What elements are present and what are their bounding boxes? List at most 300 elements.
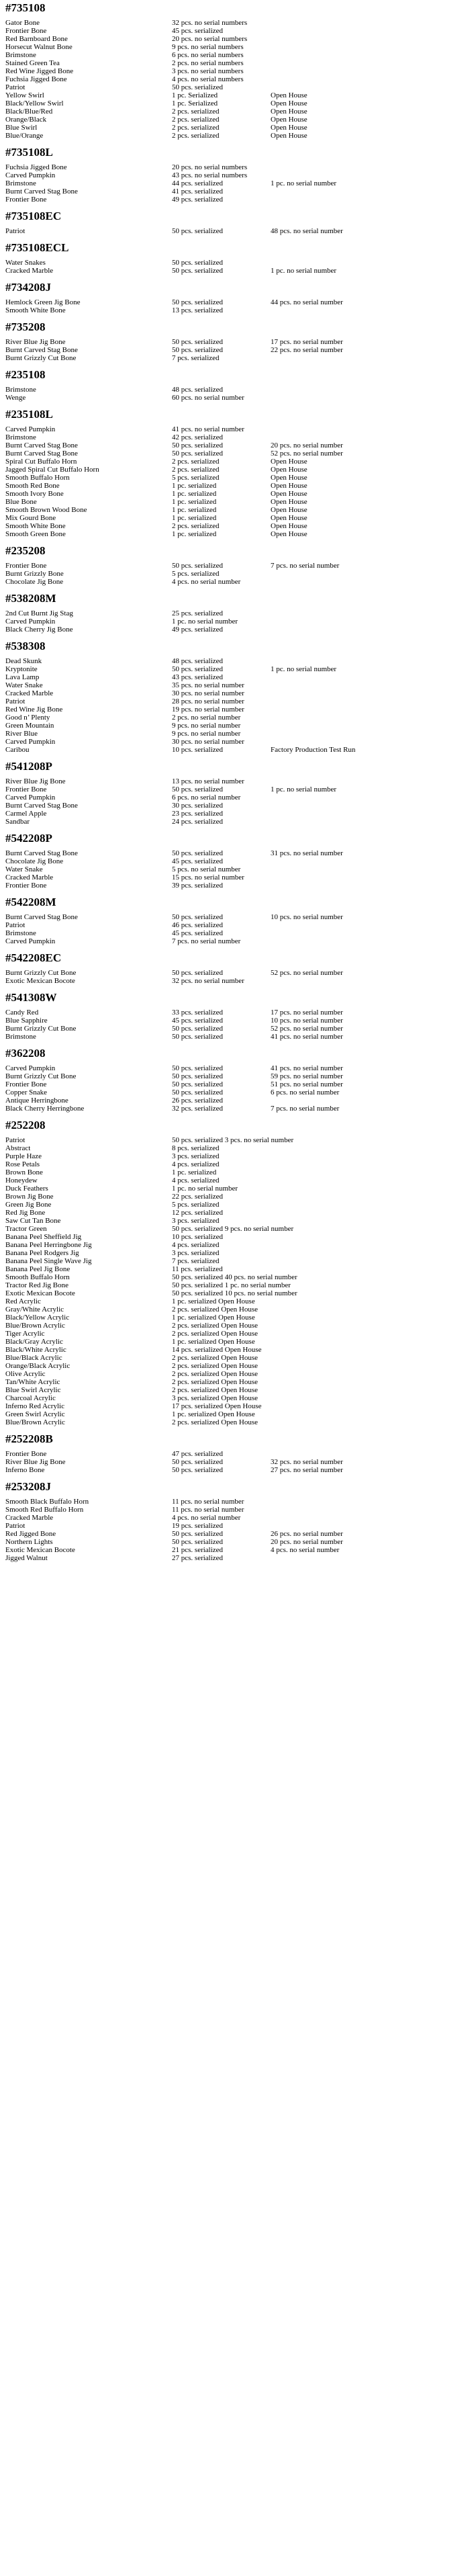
handle-material: Red Jigged Bone xyxy=(5,1530,56,1538)
extra-note: Open House xyxy=(271,490,308,498)
handle-material: Burnt Grizzly Bone xyxy=(5,570,64,578)
inventory-row xyxy=(5,449,466,458)
inventory-row xyxy=(5,441,466,449)
inventory-row xyxy=(5,722,466,730)
quantity-status: 50 pcs. serialized xyxy=(172,969,224,977)
inventory-row xyxy=(5,196,466,204)
handle-material: Mix Gourd Bone xyxy=(5,514,56,522)
quantity-status: 9 pcs. no serial numbers xyxy=(172,43,244,51)
extra-note: 17 pcs. no serial number xyxy=(271,1008,343,1017)
handle-material: Patriot xyxy=(5,1522,26,1530)
inventory-row xyxy=(5,697,466,705)
handle-material: Northern Lights xyxy=(5,1538,53,1546)
quantity-status: 35 pcs. no serial number xyxy=(172,681,244,689)
quantity-status: 42 pcs. serialized xyxy=(172,433,224,441)
handle-material: Chocolate Jig Bone xyxy=(5,857,64,865)
model-section xyxy=(5,639,466,754)
handle-material: Black Cherry Jig Bone xyxy=(5,626,73,634)
handle-material: Patriot xyxy=(5,921,26,929)
extra-note: 1 pc. no serial number xyxy=(271,267,337,275)
extra-note: Open House xyxy=(271,458,308,466)
inventory-row xyxy=(5,873,466,882)
extra-note: 52 pcs. no serial number xyxy=(271,449,343,458)
handle-material: Banana Peel Herringbone Jig xyxy=(5,1241,92,1249)
inventory-row xyxy=(5,665,466,673)
model-section xyxy=(5,544,466,586)
inventory-row xyxy=(5,818,466,826)
quantity-status: 2 pcs. no serial number xyxy=(172,714,241,722)
inventory-row xyxy=(5,977,466,985)
handle-material: Burnt Carved Stag Bone xyxy=(5,441,78,449)
inventory-row xyxy=(5,466,466,474)
quantity-status: 5 pcs. serialized xyxy=(172,474,220,482)
handle-material: Jagged Spiral Cut Buffalo Horn xyxy=(5,466,99,474)
quantity-status: 3 pcs. serialized xyxy=(172,1249,220,1257)
model-section xyxy=(5,1432,466,1474)
handle-material: Brimstone xyxy=(5,433,36,441)
quantity-status: 3 pcs. serialized xyxy=(172,1152,220,1160)
handle-material: Banana Peel Rodgers Jig xyxy=(5,1249,79,1257)
inventory-row xyxy=(5,187,466,196)
inventory-row xyxy=(5,132,466,140)
quantity-status: 4 pcs. serialized xyxy=(172,1241,220,1249)
extra-note: 31 pcs. no serial number xyxy=(271,849,343,857)
inventory-row xyxy=(5,458,466,466)
quantity-status: 1 pc. serialized Open House xyxy=(172,1410,255,1418)
inventory-row xyxy=(5,1394,466,1402)
inventory-row xyxy=(5,482,466,490)
handle-material: Blue/Brown Acrylic xyxy=(5,1322,65,1330)
quantity-status: 4 pcs. serialized xyxy=(172,1160,220,1168)
quantity-status: 4 pcs. no serial numbers xyxy=(172,75,244,83)
quantity-status: 1 pc. serialized Open House xyxy=(172,1338,255,1346)
quantity-status: 4 pcs. serialized xyxy=(172,1176,220,1185)
handle-material: Duck Feathers xyxy=(5,1185,48,1193)
handle-material: Inferno Red Acrylic xyxy=(5,1402,64,1410)
handle-material: Cracked Marble xyxy=(5,1514,54,1522)
quantity-status: 41 pcs. serialized xyxy=(172,187,224,196)
quantity-status: 23 pcs. serialized xyxy=(172,810,224,818)
inventory-row xyxy=(5,171,466,179)
quantity-status: 24 pcs. serialized xyxy=(172,818,224,826)
inventory-row xyxy=(5,1354,466,1362)
model-section xyxy=(5,990,466,1041)
inventory-row xyxy=(5,1201,466,1209)
handle-material: Gray/White Acrylic xyxy=(5,1305,64,1314)
handle-material: Stained Green Tea xyxy=(5,59,60,67)
inventory-row xyxy=(5,929,466,937)
quantity-status: 20 pcs. no serial numbers xyxy=(172,35,248,43)
quantity-status: 2 pcs. serialized Open House xyxy=(172,1386,258,1394)
quantity-status: 1 pc. serialized xyxy=(172,506,217,514)
handle-material: Burnt Carved Stag Bone xyxy=(5,849,78,857)
quantity-status: 50 pcs. serialized xyxy=(172,227,224,235)
quantity-status: 1 pc. serialized xyxy=(172,1168,217,1176)
quantity-status: 2 pcs. serialized Open House xyxy=(172,1370,258,1378)
inventory-row xyxy=(5,1193,466,1201)
quantity-status: 2 pcs. serialized xyxy=(172,132,220,140)
quantity-status: 43 pcs. no serial numbers xyxy=(172,171,248,179)
extra-note: 59 pcs. no serial number xyxy=(271,1072,343,1080)
inventory-row xyxy=(5,1273,466,1281)
quantity-status: 5 pcs. serialized xyxy=(172,1201,220,1209)
handle-material: Carved Pumpkin xyxy=(5,738,56,746)
handle-material: Fuchsia Jigged Bone xyxy=(5,75,67,83)
inventory-row xyxy=(5,99,466,108)
extra-note: 41 pcs. no serial number xyxy=(271,1033,343,1041)
model-section xyxy=(5,407,466,538)
handle-material: Smooth Green Bone xyxy=(5,530,66,538)
handle-material: Saw Cut Tan Bone xyxy=(5,1217,61,1225)
handle-material: Smooth White Bone xyxy=(5,306,66,314)
extra-note: 6 pcs. no serial number xyxy=(271,1088,340,1097)
extra-note: 7 pcs. no serial number xyxy=(271,562,340,570)
handle-material: Burnt Grizzly Cut Bone xyxy=(5,969,77,977)
handle-material: Burnt Grizzly Cut Bone xyxy=(5,1025,77,1033)
quantity-status: 2 pcs. serialized Open House xyxy=(172,1354,258,1362)
handle-material: Rose Petals xyxy=(5,1160,40,1168)
quantity-status: 3 pcs. serialized xyxy=(172,1217,220,1225)
quantity-status: 6 pcs. no serial numbers xyxy=(172,51,244,59)
quantity-status: 45 pcs. serialized xyxy=(172,1017,224,1025)
quantity-status: 28 pcs. no serial number xyxy=(172,697,244,705)
inventory-row xyxy=(5,777,466,785)
quantity-status: 50 pcs. serialized 40 pcs. no serial number xyxy=(172,1273,297,1281)
inventory-row xyxy=(5,1008,466,1017)
extra-note: 10 pcs. no serial number xyxy=(271,913,343,921)
inventory-row xyxy=(5,386,466,394)
handle-material: Blue/Black Acrylic xyxy=(5,1354,62,1362)
extra-note: Factory Production Test Run xyxy=(271,746,356,754)
handle-material: Black/White Acrylic xyxy=(5,1346,66,1354)
model-number-heading: #541308W xyxy=(5,991,57,1004)
quantity-status: 50 pcs. serialized xyxy=(172,849,224,857)
handle-material: Cracked Marble xyxy=(5,267,54,275)
quantity-status: 50 pcs. serialized xyxy=(172,1466,224,1474)
inventory-row xyxy=(5,1498,466,1506)
inventory-row xyxy=(5,1305,466,1314)
quantity-status: 4 pcs. no serial number xyxy=(172,1514,241,1522)
inventory-row xyxy=(5,490,466,498)
handle-material: Carved Pumpkin xyxy=(5,617,56,626)
handle-material: Good n’ Plenty xyxy=(5,714,50,722)
inventory-row xyxy=(5,346,466,354)
quantity-status: 17 pcs. serialized Open House xyxy=(172,1402,262,1410)
handle-material: Smooth Ivory Bone xyxy=(5,490,64,498)
quantity-status: 2 pcs. serialized Open House xyxy=(172,1330,258,1338)
handle-material: Brown Bone xyxy=(5,1168,43,1176)
extra-note: 17 pcs. no serial number xyxy=(271,338,343,346)
inventory-row xyxy=(5,1097,466,1105)
quantity-status: 3 pcs. no serial numbers xyxy=(172,67,244,75)
inventory-row xyxy=(5,1402,466,1410)
handle-material: Patriot xyxy=(5,697,26,705)
inventory-row xyxy=(5,1281,466,1289)
extra-note: Open House xyxy=(271,132,308,140)
inventory-row xyxy=(5,1466,466,1474)
quantity-status: 20 pcs. no serial numbers xyxy=(172,163,248,171)
inventory-row xyxy=(5,937,466,945)
inventory-row xyxy=(5,1338,466,1346)
inventory-row xyxy=(5,1033,466,1041)
inventory-row xyxy=(5,681,466,689)
handle-material: Blue Sapphire xyxy=(5,1017,48,1025)
inventory-row xyxy=(5,1386,466,1394)
inventory-row xyxy=(5,474,466,482)
quantity-status: 30 pcs. serialized xyxy=(172,802,224,810)
quantity-status: 11 pcs. no serial number xyxy=(172,1506,244,1514)
quantity-status: 50 pcs. serialized xyxy=(172,267,224,275)
quantity-status: 45 pcs. serialized xyxy=(172,929,224,937)
inventory-row xyxy=(5,913,466,921)
quantity-status: 7 pcs. serialized xyxy=(172,354,220,362)
handle-material: Black/Gray Acrylic xyxy=(5,1338,63,1346)
extra-note: 44 pcs. no serial number xyxy=(271,298,343,306)
quantity-status: 4 pcs. no serial number xyxy=(172,578,241,586)
handle-material: Tractor Red Jig Bone xyxy=(5,1281,69,1289)
quantity-status: 50 pcs. serialized xyxy=(172,1088,224,1097)
handle-material: Brimstone xyxy=(5,1033,36,1041)
model-section xyxy=(5,145,466,204)
inventory-row xyxy=(5,530,466,538)
handle-material: Brimstone xyxy=(5,386,36,394)
extra-note: 52 pcs. no serial number xyxy=(271,969,343,977)
quantity-status: 13 pcs. no serial number xyxy=(172,777,244,785)
quantity-status: 43 pcs. serialized xyxy=(172,673,224,681)
handle-material: Olive Acrylic xyxy=(5,1370,46,1378)
quantity-status: 27 pcs. serialized xyxy=(172,1554,224,1562)
handle-material: Smooth Black Buffalo Horn xyxy=(5,1498,89,1506)
model-number-heading: #735108EC xyxy=(5,210,62,222)
inventory-row xyxy=(5,1330,466,1338)
quantity-status: 15 pcs. no serial number xyxy=(172,873,244,882)
handle-material: Green Mountain xyxy=(5,722,54,730)
handle-material: Smooth Red Bone xyxy=(5,482,60,490)
inventory-row xyxy=(5,1152,466,1160)
quantity-status: 1 pc. no serial number xyxy=(172,617,238,626)
quantity-status: 12 pcs. serialized xyxy=(172,1209,224,1217)
extra-note: 52 pcs. no serial number xyxy=(271,1025,343,1033)
inventory-row xyxy=(5,793,466,802)
inventory-row xyxy=(5,1362,466,1370)
inventory-row xyxy=(5,882,466,890)
quantity-status: 50 pcs. serialized 9 pcs. no serial number xyxy=(172,1225,294,1233)
extra-note: 51 pcs. no serial number xyxy=(271,1080,343,1088)
inventory-row xyxy=(5,394,466,402)
handle-material: Yellow Swirl xyxy=(5,91,44,99)
inventory-row xyxy=(5,1144,466,1152)
inventory-row xyxy=(5,578,466,586)
inventory-row xyxy=(5,785,466,793)
handle-material: River Blue Jig Bone xyxy=(5,1458,66,1466)
quantity-status: 33 pcs. serialized xyxy=(172,1008,224,1017)
quantity-status: 2 pcs. no serial numbers xyxy=(172,59,244,67)
handle-material: Frontier Bone xyxy=(5,27,47,35)
quantity-status: 47 pcs. serialized xyxy=(172,1450,224,1458)
handle-material: Jigged Walnut xyxy=(5,1554,48,1562)
model-section xyxy=(5,209,466,235)
handle-material: Black/Yellow Swirl xyxy=(5,99,64,108)
handle-material: Blue Bone xyxy=(5,498,37,506)
model-number-heading: #252208B xyxy=(5,1432,53,1445)
inventory-row xyxy=(5,626,466,634)
quantity-status: 39 pcs. serialized xyxy=(172,882,224,890)
handle-material: Red Wine Jigged Bone xyxy=(5,67,74,75)
handle-material: Blue/Orange xyxy=(5,132,44,140)
extra-note: Open House xyxy=(271,506,308,514)
handle-material: Dead Skunk xyxy=(5,657,42,665)
inventory-row xyxy=(5,969,466,977)
inventory-row xyxy=(5,1265,466,1273)
quantity-status: 60 pcs. no serial number xyxy=(172,394,244,402)
extra-note: 7 pcs. no serial number xyxy=(271,1105,340,1113)
model-section xyxy=(5,591,466,634)
quantity-status: 6 pcs. no serial number xyxy=(172,793,241,802)
inventory-row xyxy=(5,1217,466,1225)
handle-material: Water Snake xyxy=(5,681,43,689)
quantity-status: 50 pcs. serialized xyxy=(172,1072,224,1080)
inventory-row xyxy=(5,609,466,617)
handle-material: Caribou xyxy=(5,746,30,754)
inventory-row xyxy=(5,83,466,91)
handle-material: Cracked Marble xyxy=(5,689,54,697)
quantity-status: 50 pcs. serialized xyxy=(172,1458,224,1466)
quantity-status: 2 pcs. serialized xyxy=(172,466,220,474)
extra-note: Open House xyxy=(271,522,308,530)
inventory-row xyxy=(5,1168,466,1176)
inventory-row xyxy=(5,306,466,314)
handle-material: Honeydew xyxy=(5,1176,38,1185)
inventory-row xyxy=(5,1322,466,1330)
extra-note: 20 pcs. no serial number xyxy=(271,441,343,449)
model-number-heading: #235108L xyxy=(5,408,53,421)
handle-material: Brown Jig Bone xyxy=(5,1193,54,1201)
inventory-row xyxy=(5,1450,466,1458)
handle-material: Carved Pumpkin xyxy=(5,1064,56,1072)
extra-note: Open House xyxy=(271,514,308,522)
quantity-status: 5 pcs. serialized xyxy=(172,570,220,578)
quantity-status: 50 pcs. serialized xyxy=(172,562,224,570)
handle-material: Smooth Buffalo Horn xyxy=(5,1273,70,1281)
quantity-status: 50 pcs. serialized xyxy=(172,83,224,91)
quantity-status: 2 pcs. serialized Open House xyxy=(172,1378,258,1386)
quantity-status: 50 pcs. serialized xyxy=(172,1538,224,1546)
quantity-status: 1 pc. Serialized xyxy=(172,99,218,108)
quantity-status: 10 pcs. serialized xyxy=(172,1233,224,1241)
model-number-heading: #253208J xyxy=(5,1480,51,1493)
inventory-row xyxy=(5,657,466,665)
handle-material: Brimstone xyxy=(5,929,36,937)
inventory-row xyxy=(5,506,466,514)
handle-material: Lava Lamp xyxy=(5,673,40,681)
inventory-row xyxy=(5,1289,466,1297)
model-section xyxy=(5,368,466,402)
model-section xyxy=(5,1046,466,1113)
inventory-row xyxy=(5,865,466,873)
inventory-row xyxy=(5,673,466,681)
handle-material: Tiger Acrylic xyxy=(5,1330,45,1338)
handle-material: Smooth Buffalo Horn xyxy=(5,474,70,482)
quantity-status: 2 pcs. serialized xyxy=(172,458,220,466)
inventory-row xyxy=(5,810,466,818)
model-section xyxy=(5,1,466,140)
quantity-status: 30 pcs. no serial number xyxy=(172,689,244,697)
quantity-status: 1 pc. serialized Open House xyxy=(172,1297,255,1305)
inventory-row xyxy=(5,227,466,235)
handle-material: Black/Yellow Acrylic xyxy=(5,1314,70,1322)
quantity-status: 1 pc. serialized xyxy=(172,530,217,538)
inventory-row xyxy=(5,1017,466,1025)
handle-material: Burnt Carved Stag Bone xyxy=(5,449,78,458)
model-number-heading: #362208 xyxy=(5,1047,46,1060)
inventory-row xyxy=(5,714,466,722)
inventory-row xyxy=(5,1241,466,1249)
inventory-row xyxy=(5,570,466,578)
inventory-row xyxy=(5,1160,466,1168)
handle-material: 2nd Cut Burnt Jig Stag xyxy=(5,609,73,617)
inventory-row xyxy=(5,1249,466,1257)
inventory-row xyxy=(5,857,466,865)
quantity-status: 50 pcs. serialized xyxy=(172,1080,224,1088)
extra-note: 22 pcs. no serial number xyxy=(271,346,343,354)
inventory-row xyxy=(5,1072,466,1080)
quantity-status: 50 pcs. serialized xyxy=(172,913,224,921)
inventory-row xyxy=(5,59,466,67)
model-number-heading: #541208P xyxy=(5,760,52,773)
handle-material: Patriot xyxy=(5,1136,26,1144)
inventory-row xyxy=(5,738,466,746)
quantity-status: 25 pcs. serialized xyxy=(172,609,224,617)
quantity-status: 50 pcs. serialized xyxy=(172,259,224,267)
inventory-row xyxy=(5,1378,466,1386)
inventory-row xyxy=(5,108,466,116)
inventory-row xyxy=(5,67,466,75)
extra-note: 27 pcs. no serial number xyxy=(271,1466,343,1474)
handle-material: Smooth Red Buffalo Horn xyxy=(5,1506,84,1514)
inventory-row xyxy=(5,1554,466,1562)
handle-material: Blue Swirl Acrylic xyxy=(5,1386,61,1394)
quantity-status: 2 pcs. serialized Open House xyxy=(172,1322,258,1330)
inventory-row xyxy=(5,27,466,35)
quantity-status: 2 pcs. serialized xyxy=(172,522,220,530)
inventory-row xyxy=(5,1088,466,1097)
handle-material: Banana Peel Single Wave Jig xyxy=(5,1257,92,1265)
handle-material: Sandbar xyxy=(5,818,30,826)
inventory-row xyxy=(5,1080,466,1088)
inventory-row xyxy=(5,433,466,441)
quantity-status: 45 pcs. serialized xyxy=(172,857,224,865)
extra-note: 41 pcs. no serial number xyxy=(271,1064,343,1072)
handle-material: Carved Pumpkin xyxy=(5,793,56,802)
quantity-status: 1 pc. serialized xyxy=(172,482,217,490)
quantity-status: 46 pcs. serialized xyxy=(172,921,224,929)
inventory-row xyxy=(5,51,466,59)
model-number-heading: #538208M xyxy=(5,592,56,605)
quantity-status: 11 pcs. no serial number xyxy=(172,1498,244,1506)
handle-material: Banana Peel Jig Bone xyxy=(5,1265,70,1273)
inventory-row xyxy=(5,689,466,697)
extra-note: Open House xyxy=(271,530,308,538)
handle-material: Carved Pumpkin xyxy=(5,937,56,945)
handle-material: Blue/Brown Acrylic xyxy=(5,1418,65,1426)
inventory-row xyxy=(5,43,466,51)
model-number-heading: #538308 xyxy=(5,640,46,652)
handle-material: Orange/Black Acrylic xyxy=(5,1362,70,1370)
quantity-status: 3 pcs. serialized Open House xyxy=(172,1394,258,1402)
quantity-status: 49 pcs. serialized xyxy=(172,626,224,634)
inventory-row xyxy=(5,19,466,27)
extra-note: 4 pcs. no serial number xyxy=(271,1546,340,1554)
